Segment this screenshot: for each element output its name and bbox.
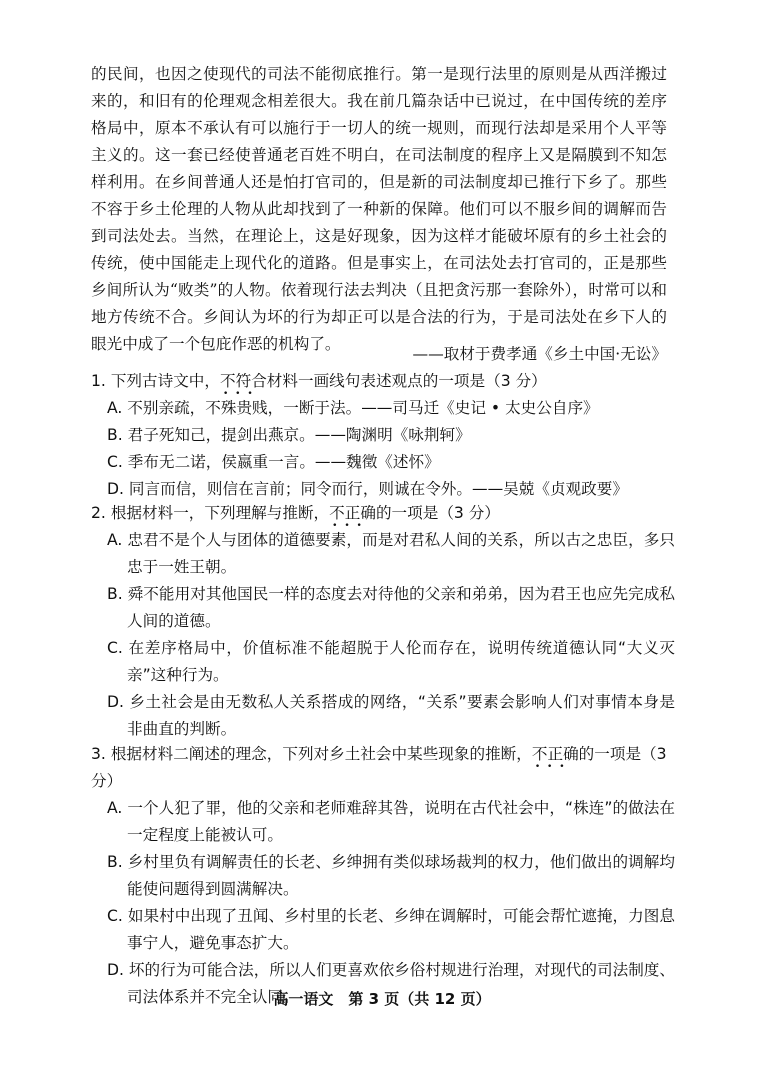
question-3-stem [91, 741, 675, 795]
stem-emphasis: 不符合 • • • [220, 372, 267, 390]
stem-emphasis: 不正确 • • • [329, 504, 376, 522]
option-d: D. 乡土社会是由无数私人关系搭成的网络，“关系”要素会影响人们对事情本身是非曲直的判断。 [107, 693, 675, 738]
stem-text: 3. 根据材料二阐述的理念，下列对乡土社会中某些现象的推断， [91, 745, 532, 763]
page-footer: 高一语文 第 3 页（共 12 页） [273, 990, 491, 1008]
question-2-stem [91, 500, 675, 527]
option-c: C. 在差序格局中，价值标准不能超脱于人伦而存在，说明传统道德认同“大义灭亲”这种行为。 [107, 639, 675, 684]
option-b: B. 君子死知己，提剑出燕京。——陶渊明《咏荆轲》 [107, 426, 471, 444]
stem-text: 2. 根据材料一，下列理解与推断， [91, 504, 330, 522]
option-a: A. 不别亲疏，不殊贵贱，一断于法。——司马迁《史记 • 太史公自序》 [107, 399, 599, 417]
option-a: A. 忠君不是个人与团体的道德要素，而是对君私人间的关系，所以古之忠臣，多只忠于一姓王朝。 [107, 531, 675, 576]
stem-text: 材料一画线句表述观点的一项是（3 分） [266, 372, 547, 390]
stem-text: 的一项是（3 分） [375, 504, 500, 522]
option-d: D. 坏的行为可能合法，所以人们更喜欢依乡俗村规进行治理，对现代的司法制度、司法体系并不完全认同。 [107, 961, 675, 1006]
option-c: C. 季布无二诺，侯嬴重一言。——魏徵《述怀》 [107, 453, 440, 471]
passage-text [91, 61, 667, 358]
stem-text: 的一项是（3 分） [91, 745, 667, 790]
stem-text: 1. 下列古诗文中， [91, 372, 220, 390]
option-d: D. 同言而信，则信在言前；同令而行，则诚在令外。——吴兢《贞观政要》 [107, 480, 628, 498]
option-b: B. 乡村里负有调解责任的长老、乡绅拥有类似球场裁判的权力，他们做出的调解均能使问题得到圆满解决。 [107, 853, 675, 898]
question-2 [91, 500, 675, 743]
question-3 [91, 741, 675, 1011]
option-a: A. 一个人犯了罪，他的父亲和老师难辞其咎，说明在古代社会中，“株连”的做法在一定程度上能被认可。 [107, 799, 675, 844]
passage-source: ——取材于费孝通《乡土中国·无讼》 [412, 345, 667, 363]
option-b: B. 舜不能用对其他国民一样的态度去对待他的父亲和弟弟，因为君王也应先完成私人间的道德。 [107, 585, 675, 630]
stem-emphasis: 不正确 • • • [532, 745, 579, 763]
question-1-stem [91, 368, 675, 395]
option-c: C. 如果村中出现了丑闻、乡村里的长老、乡绅在调解时，可能会帮忙遮掩，力图息事宁人，避免事态扩大。 [107, 907, 675, 952]
question-1 [91, 368, 675, 503]
passage-paragraph: 的民间，也因之使现代的司法不能彻底推行。第一是现行法里的原则是从西洋搬过来的，和旧有的伦理观念相差很大。我在前几篇杂话中已说过，在中国传统的差序格局中，原本不承认有可以施行于一切人的统一规则，而现行法却是采用个人平等主义的。这一套已经使普通老百姓不明白，在司法制度的程序上又是隔膜到不知怎样利用。在乡间普通人还是怕打官司的，但是新的司法制度却已推行下乡了。那些不容于乡土伦理的人物从此却找到了一种新的保障。他们可以不服乡间的调解而告到司法处去。当然，在理论上，这是好现象，因为这样才能破坏原有的乡土社会的传统，使中国能走上现代化的道路。但是事实上，在司法处去打官司的，正是那些乡间所认为“败类”的人物。依着现行法去判决（且把贪污那一套除外），时常可以和地方传统不合。乡间认为坏的行为却正可以是合法的行为，于是司法处在乡下人的眼光中成了一个包庇作恶的机构了。 [91, 65, 667, 353]
